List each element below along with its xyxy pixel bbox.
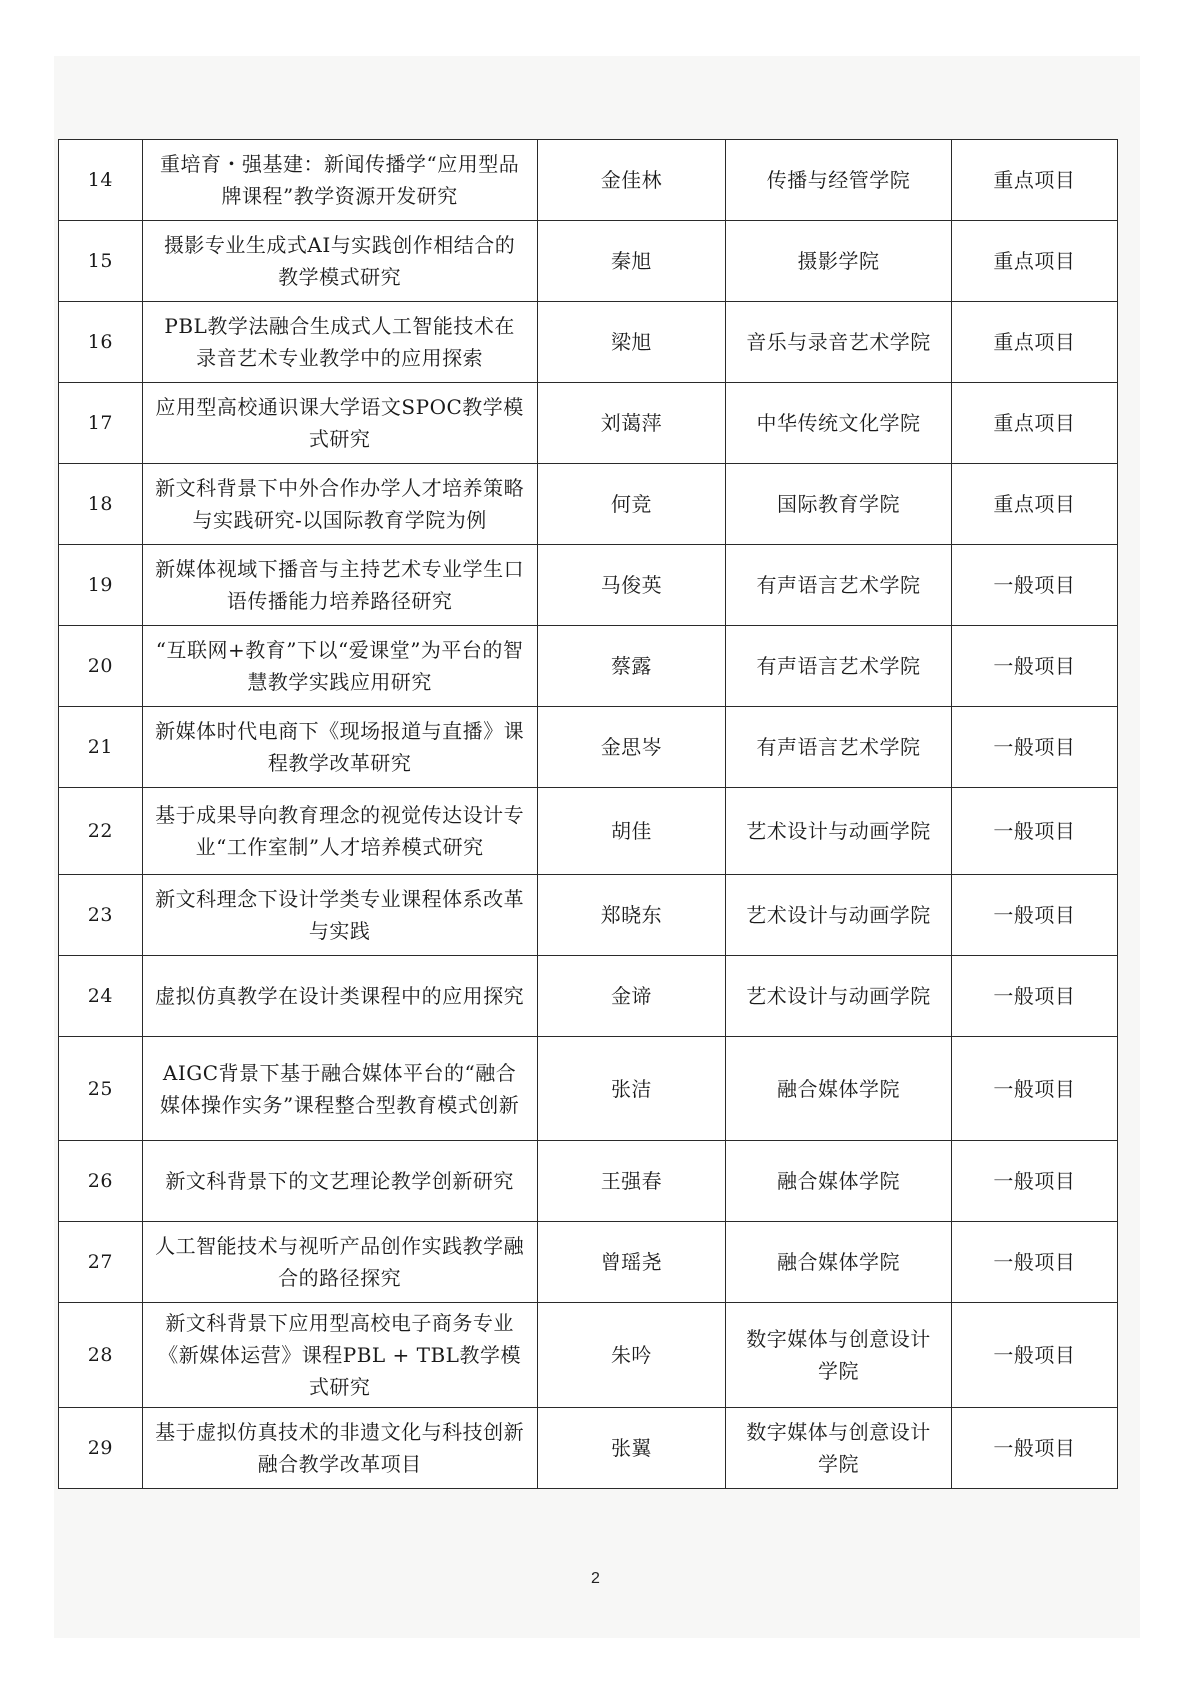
project-level: 重点项目 bbox=[951, 302, 1117, 383]
project-title: 新媒体时代电商下《现场报道与直播》课程教学改革研究 bbox=[142, 707, 537, 788]
table-row bbox=[59, 464, 1118, 545]
table-row bbox=[59, 383, 1118, 464]
project-leader: 曾瑶尧 bbox=[537, 1222, 726, 1303]
project-level: 一般项目 bbox=[951, 1408, 1117, 1489]
project-leader: 金谛 bbox=[537, 956, 726, 1037]
project-college: 融合媒体学院 bbox=[726, 1037, 951, 1141]
table-row bbox=[59, 707, 1118, 788]
project-level: 一般项目 bbox=[951, 707, 1117, 788]
project-level: 重点项目 bbox=[951, 383, 1117, 464]
project-table-container bbox=[58, 139, 1118, 1489]
project-college: 有声语言艺术学院 bbox=[726, 626, 951, 707]
project-college: 有声语言艺术学院 bbox=[726, 707, 951, 788]
table-row bbox=[59, 1222, 1118, 1303]
project-college: 数字媒体与创意设计学院 bbox=[726, 1408, 951, 1489]
table-row bbox=[59, 545, 1118, 626]
row-number: 22 bbox=[59, 788, 143, 875]
project-level: 一般项目 bbox=[951, 1303, 1117, 1408]
row-number: 29 bbox=[59, 1408, 143, 1489]
table-row bbox=[59, 788, 1118, 875]
row-number: 23 bbox=[59, 875, 143, 956]
table-row bbox=[59, 1303, 1118, 1408]
table-row bbox=[59, 1037, 1118, 1141]
table-row bbox=[59, 626, 1118, 707]
project-title: 基于成果导向教育理念的视觉传达设计专业“工作室制”人才培养模式研究 bbox=[142, 788, 537, 875]
project-college: 融合媒体学院 bbox=[726, 1222, 951, 1303]
project-title: PBL教学法融合生成式人工智能技术在录音艺术专业教学中的应用探索 bbox=[142, 302, 537, 383]
project-leader: 朱吟 bbox=[537, 1303, 726, 1408]
project-level: 一般项目 bbox=[951, 545, 1117, 626]
row-number: 17 bbox=[59, 383, 143, 464]
project-level: 重点项目 bbox=[951, 140, 1117, 221]
project-level: 一般项目 bbox=[951, 788, 1117, 875]
table-row bbox=[59, 875, 1118, 956]
project-college: 音乐与录音艺术学院 bbox=[726, 302, 951, 383]
project-title: 重培育・强基建：新闻传播学“应用型品牌课程”教学资源开发研究 bbox=[142, 140, 537, 221]
row-number: 18 bbox=[59, 464, 143, 545]
table-row bbox=[59, 956, 1118, 1037]
project-college: 艺术设计与动画学院 bbox=[726, 788, 951, 875]
table-row bbox=[59, 1141, 1118, 1222]
project-leader: 胡佳 bbox=[537, 788, 726, 875]
project-title: 应用型高校通识课大学语文SPOC教学模式研究 bbox=[142, 383, 537, 464]
project-leader: 金佳林 bbox=[537, 140, 726, 221]
project-college: 摄影学院 bbox=[726, 221, 951, 302]
project-title: 新文科理念下设计学类专业课程体系改革与实践 bbox=[142, 875, 537, 956]
row-number: 28 bbox=[59, 1303, 143, 1408]
table-row bbox=[59, 1408, 1118, 1489]
project-leader: 刘蔼萍 bbox=[537, 383, 726, 464]
project-title: 新文科背景下应用型高校电子商务专业《新媒体运营》课程PBL + TBL教学模式研究 bbox=[142, 1303, 537, 1408]
project-title: AIGC背景下基于融合媒体平台的“融合媒体操作实务”课程整合型教育模式创新 bbox=[142, 1037, 537, 1141]
project-title: 新文科背景下的文艺理论教学创新研究 bbox=[142, 1141, 537, 1222]
project-table-body bbox=[59, 140, 1118, 1489]
row-number: 24 bbox=[59, 956, 143, 1037]
project-college: 国际教育学院 bbox=[726, 464, 951, 545]
project-leader: 金思岑 bbox=[537, 707, 726, 788]
project-leader: 张翼 bbox=[537, 1408, 726, 1489]
row-number: 25 bbox=[59, 1037, 143, 1141]
row-number: 20 bbox=[59, 626, 143, 707]
project-level: 一般项目 bbox=[951, 956, 1117, 1037]
table-row bbox=[59, 221, 1118, 302]
page-number: 2 bbox=[591, 1570, 600, 1587]
project-level: 一般项目 bbox=[951, 1037, 1117, 1141]
row-number: 19 bbox=[59, 545, 143, 626]
project-college: 传播与经管学院 bbox=[726, 140, 951, 221]
project-college: 数字媒体与创意设计学院 bbox=[726, 1303, 951, 1408]
project-title: 人工智能技术与视听产品创作实践教学融合的路径探究 bbox=[142, 1222, 537, 1303]
project-level: 一般项目 bbox=[951, 626, 1117, 707]
project-college: 中华传统文化学院 bbox=[726, 383, 951, 464]
table-row bbox=[59, 302, 1118, 383]
project-college: 有声语言艺术学院 bbox=[726, 545, 951, 626]
project-leader: 王强春 bbox=[537, 1141, 726, 1222]
project-leader: 梁旭 bbox=[537, 302, 726, 383]
row-number: 26 bbox=[59, 1141, 143, 1222]
table-row bbox=[59, 140, 1118, 221]
project-leader: 郑晓东 bbox=[537, 875, 726, 956]
project-table bbox=[58, 139, 1118, 1489]
project-college: 融合媒体学院 bbox=[726, 1141, 951, 1222]
project-leader: 张洁 bbox=[537, 1037, 726, 1141]
project-leader: 秦旭 bbox=[537, 221, 726, 302]
project-title: 新文科背景下中外合作办学人才培养策略与实践研究-以国际教育学院为例 bbox=[142, 464, 537, 545]
row-number: 21 bbox=[59, 707, 143, 788]
project-college: 艺术设计与动画学院 bbox=[726, 956, 951, 1037]
project-title: 新媒体视域下播音与主持艺术专业学生口语传播能力培养路径研究 bbox=[142, 545, 537, 626]
project-level: 一般项目 bbox=[951, 1222, 1117, 1303]
project-level: 一般项目 bbox=[951, 875, 1117, 956]
project-level: 重点项目 bbox=[951, 221, 1117, 302]
project-leader: 蔡露 bbox=[537, 626, 726, 707]
project-title: 基于虚拟仿真技术的非遗文化与科技创新融合教学改革项目 bbox=[142, 1408, 537, 1489]
row-number: 15 bbox=[59, 221, 143, 302]
project-level: 一般项目 bbox=[951, 1141, 1117, 1222]
project-title: 摄影专业生成式AI与实践创作相结合的教学模式研究 bbox=[142, 221, 537, 302]
project-title: “互联网+教育”下以“爱课堂”为平台的智慧教学实践应用研究 bbox=[142, 626, 537, 707]
project-leader: 何竞 bbox=[537, 464, 726, 545]
project-college: 艺术设计与动画学院 bbox=[726, 875, 951, 956]
row-number: 16 bbox=[59, 302, 143, 383]
project-leader: 马俊英 bbox=[537, 545, 726, 626]
row-number: 14 bbox=[59, 140, 143, 221]
row-number: 27 bbox=[59, 1222, 143, 1303]
project-level: 重点项目 bbox=[951, 464, 1117, 545]
project-title: 虚拟仿真教学在设计类课程中的应用探究 bbox=[142, 956, 537, 1037]
